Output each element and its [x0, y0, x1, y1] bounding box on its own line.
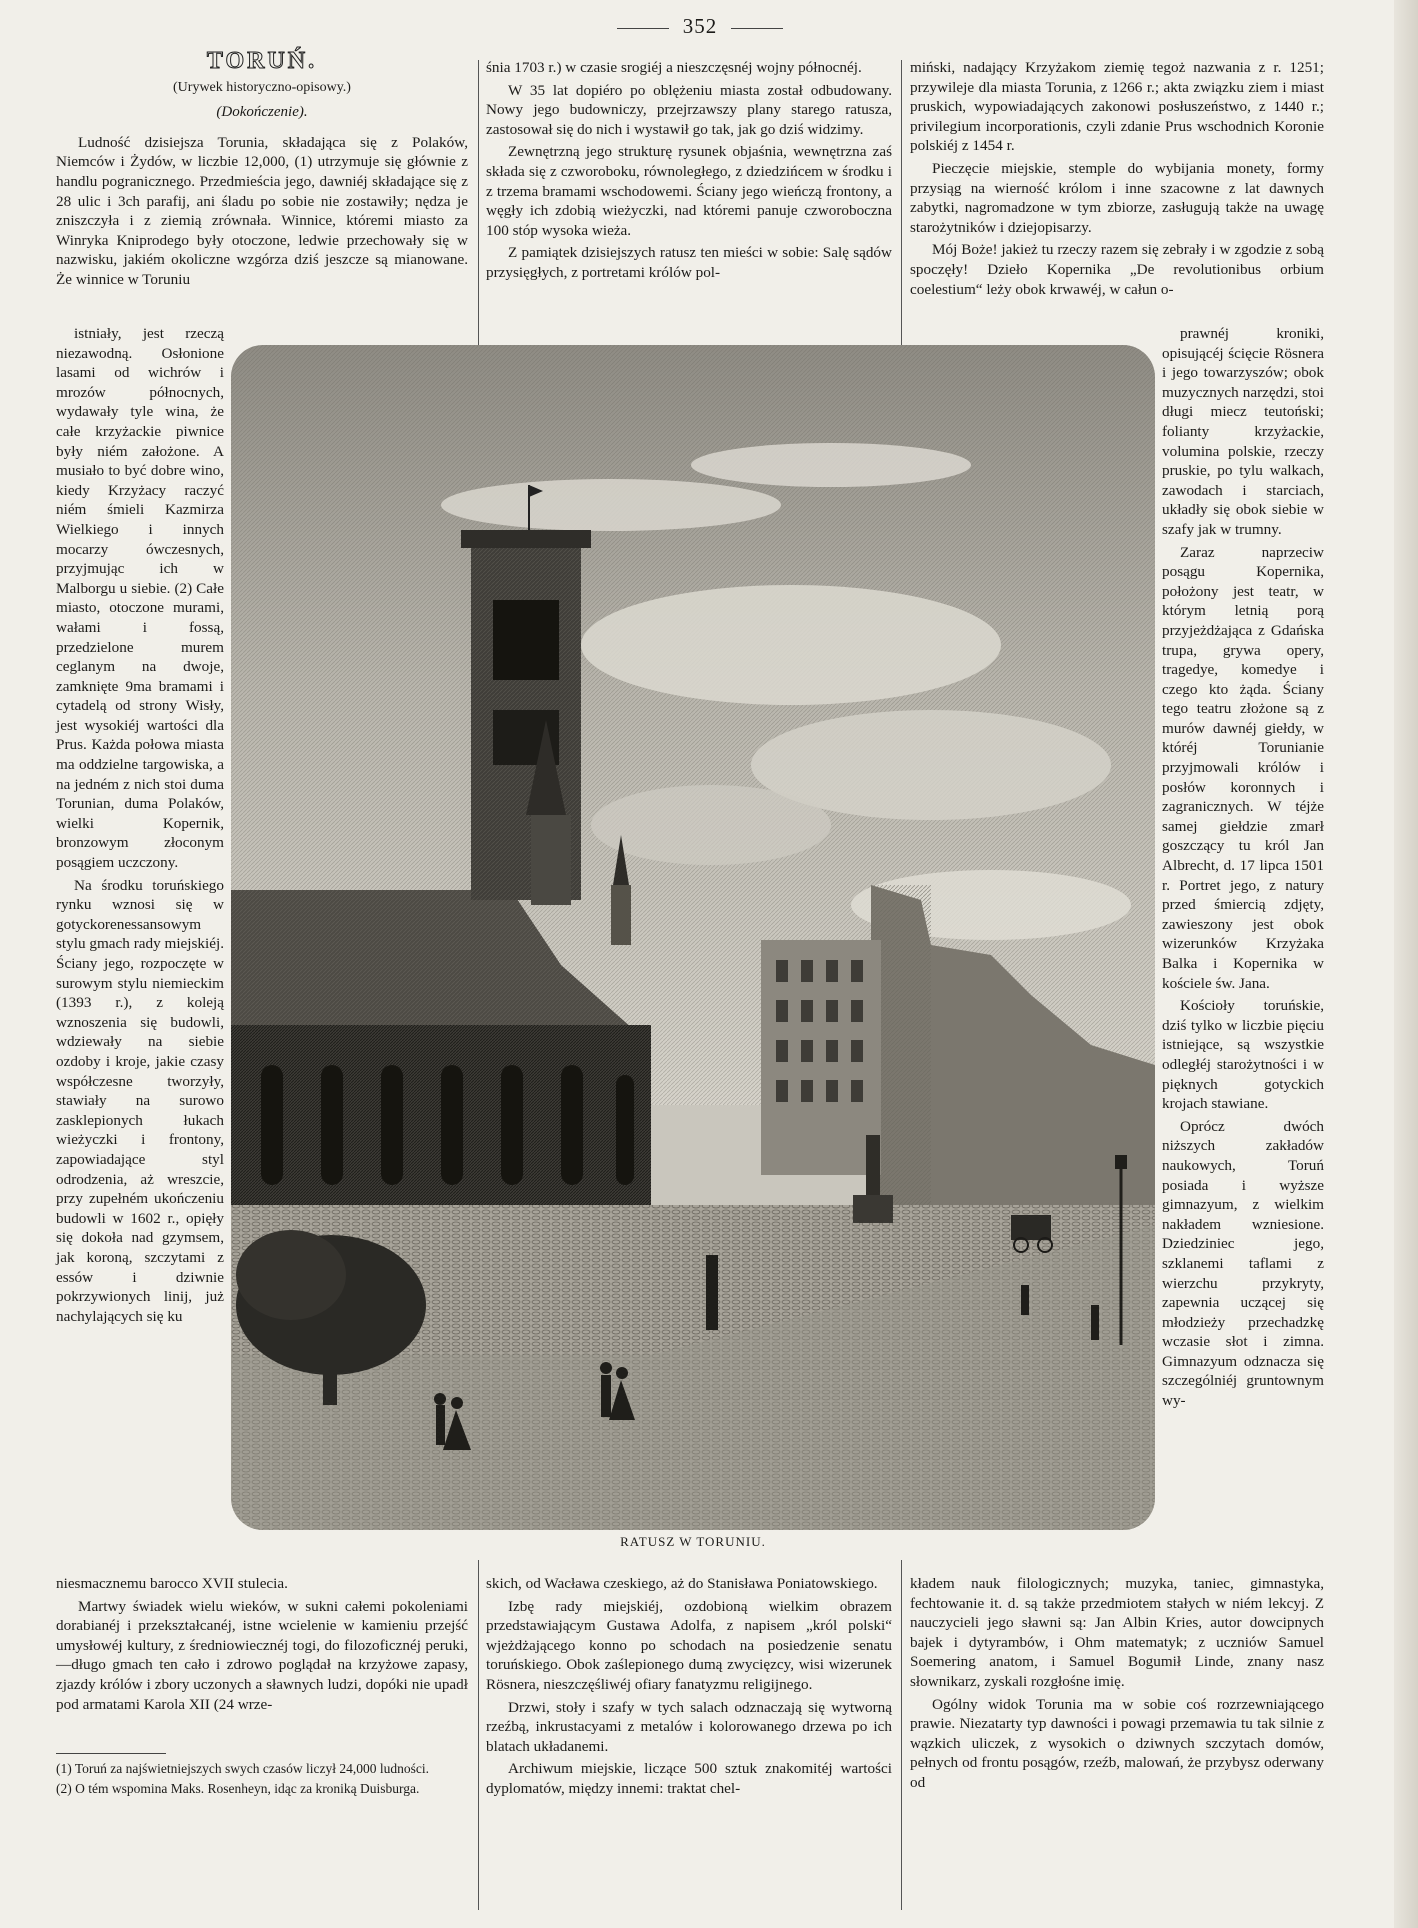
column-2-top	[486, 58, 892, 286]
paragraph: Drzwi, stoły i szafy w tych salach odznaczają się wytworną rzeźbą, inkrustacyami z metalów i kolorowanego drzewa po ich blatach układanemi.	[486, 1698, 892, 1755]
cloud	[591, 785, 831, 865]
column-3-bottom	[910, 1574, 1324, 1796]
paragraph: Izbę rady miejskiéj, ozdobioną wielkim obrazem przedstawiającym Gustawa Adolfa, z napisem „król polski“ wjeżdżającego konno po schodach na posiedzenie senatu toruńskiego. Obok zaślepionego dumą zwycięzcy, wisi wizerunek Rösnera, nieszczęśliwéj ofiary fanatyzmu religijnego.	[486, 1597, 892, 1693]
column-1-bottom	[56, 1574, 468, 1717]
page-number: 352	[560, 14, 840, 39]
footnotes	[56, 1760, 476, 1800]
paragraph: Zaraz naprzeciw posągu Kopernika, położony jest teatr, w którym letnią porą przyjeżdżająca z Gdańska trupa, grywa opery, tragedye, komedye i czego kto żąda. Ściany tego teatru złożone są z murów dawnéj giełdy, w któréj Torunianie przyjmowali królów i posłów koronnych i zagranicznych. W téjże samej giełdzie zmarł goszczący tu król Jan Albrecht, d. 17 lipca 1501 r. Portret jego, z natury przed śmiercią zdjęty, zawieszony jest obok wizerunków Krzyżaka Balka i Kopernika w kościele św. Jana.	[1162, 543, 1324, 992]
article-title: TORUŃ.	[206, 48, 318, 74]
paragraph: niesmacznemu barocco XVII stulecia.	[56, 1575, 288, 1592]
column-rule-left-bottom	[478, 1560, 479, 1910]
paragraph: śnia 1703 r.) w czasie srogiéj a nieszczęsnéj wojny północnéj.	[486, 59, 862, 76]
column-3-wrap	[1162, 324, 1324, 1414]
paragraph: W 35 lat dopiéro po oblężeniu miasta został odbudowany. Nowy jego budowniczy, przejrzawszy plany starego ratusza, zastosował się do nich i wystawił go tak, jak go dziś widzimy.	[486, 81, 892, 138]
column-rule-right-bottom	[901, 1560, 902, 1910]
cloud	[691, 443, 971, 487]
engraving-drawing	[231, 345, 1155, 1530]
page-edge	[1394, 0, 1418, 1928]
paragraph: skich, od Wacława czeskiego, aż do Stanisława Poniatowskiego.	[486, 1575, 878, 1592]
paragraph: Oprócz dwóch niższych zakładów naukowych, Toruń posiada i wyższe gimnazyum, z wielkim nakładem wzniesione. Dziedziniec jego, szklanemi taflami z wierzchu przykryty, zapewnia uczącej się młodzieży przechadzkę wczasie słot i zimna. Gimnazyum odznacza się szczególniéj gruntownym wy-	[1162, 1117, 1324, 1410]
column-rule-left	[478, 60, 479, 345]
cloud	[441, 479, 781, 531]
paragraph: Ogólny widok Torunia ma w sobie coś rozrzewniającego prawie. Niezatarty typ dawności i powagi przemawia tu tak silnie z wązkich uliczek, z wysokich o dziwnych szczytach domów, pełnych od frontu posągów, rzeźb, malowań, że przybysz oderwany od	[910, 1695, 1324, 1791]
paragraph: Pieczęcie miejskie, stemple do wybijania monety, formy przysiąg na wierność królom i inne szacowne z lat dawnych zabytki, nagromadzone w tym zbiorze, zasługują także na uwagę starożytników i dziejopisarzy.	[910, 159, 1324, 236]
paragraph: Mój Boże! jakież tu rzeczy razem się zebrały i w zgodzie z sobą spoczęły! Dzieło Kopernika „De revolutionibus orbium coelestium“ leży obok krwawéj, w całun o-	[910, 241, 1324, 298]
paragraph: Z pamiątek dzisiejszych ratusz ten mieści w sobie: Salę sądów przysięgłych, z portretami królów pol-	[486, 244, 892, 281]
column-2-bottom	[486, 1574, 892, 1802]
footnote: (1) Toruń za najświetniejszych swych czasów liczył 24,000 ludności.	[56, 1761, 429, 1776]
column-rule-right	[901, 60, 902, 345]
illustration-caption: RATUSZ W TORUNIU.	[620, 1534, 766, 1549]
paragraph: Kościoły toruńskie, dziś tylko w liczbie pięciu istniejące, są wszystkie odległéj starożytności i w pięknych gotyckich krojach stawiane.	[1162, 997, 1324, 1113]
article-subtitle: (Urywek historyczno-opisowy.)	[173, 79, 351, 95]
paragraph: miński, nadający Krzyżakom ziemię tegoż nazwania z r. 1251; przywileje dla miasta Torunia, z 1266 r.; akta związku ziem i miast pruskich, wypowiadających zakonowi posłuszeństwo, z 1440 r.; privilegium incorporationis, czyli zdanie Prus wschodnich Koronie polskiéj z 1454 r.	[910, 59, 1324, 155]
footnote-rule	[56, 1753, 166, 1754]
carriage	[1011, 1215, 1051, 1240]
paragraph: Na środku toruńskiego rynku wznosi się w gotyckorenessansowym stylu gmach rady miejskiéj. Ściany jego, rozpoczęte w surowym stylu niemieckim (1393 r.), z koleją wznoszenia się budowli, wdziewały na siebie ozdoby i kroje, jakie czasy współczesne tworzyły, stawiały na surowo zasklepionych łukach wieżyczki i frontony, zapowiadające styl odrodzenia, aż wreszcie, przy zupełném ukończeniu budowli w 1602 r., opięły się dokoła nad gzymsem, jak koroną, szczytami z essów i dziwnie pokrzywionych linij, już nachylających się ku	[56, 876, 224, 1325]
footnote: (2) O tém wspomina Maks. Rosenheyn, idąc za kroniką Duisburga.	[56, 1781, 420, 1796]
copernicus-statue	[866, 1135, 880, 1195]
paragraph: Ludność dzisiejsza Torunia, składająca się z Polaków, Niemców i Żydów, w liczbie 12,000, (1) utrzymuje się głównie z handlu pogranicznego. Przedmieścia jego, dawniéj składające się z 28 ulic i 3ch parafij, ani śladu po sobie nie zostawiły; nędza je zniszczyła i z ziemią zrównała. Winnice, któremi miasto za Winryka Kniprodego były otoczone, ledwie przechowały się w nazwisku, jakiém okoliczne wzgórza dziś jeszcze są mianowane. Że winnice w Toruniu	[56, 133, 468, 288]
paragraph: Archiwum miejskie, liczące 500 sztuk znakomitéj wartości dyplomatów, między innemi: traktat chel-	[486, 1760, 892, 1797]
article-continuation: (Dokończenie).	[216, 104, 308, 121]
paragraph: prawnéj kroniki, opisującéj ścięcie Rösnera i jego towarzyszów; obok muzycznych narzędzi, stoi długi miecz teutoński; folianty krzyżackie, volumina polskie, rzeczy pruskie, po tylu walkach, zawodach i starciach, układły się obok siebie w szafy jak w trumny.	[1162, 325, 1324, 538]
paragraph: istniały, jest rzeczą niezawodną. Osłonione lasami od wichrów i mrozów północnych, wydawały tyle wina, że całe krzyżackie piwnice były niém założone. A musiało to być dobre wino, kiedy Krzyżacy raczyć niém śmieli Kazmirza Wielkiego i innych mocarzy ówczesnych, przyjmując ich w Malborgu u siebie. (2) Całe miasto, otoczone murami, wałami i fossą, przedzielone murem ceglanym na dwoje, zamknięte 9ma bramami i cytadelą od strony Wisły, jest wysokiéj wartości dla Prus. Każda połowa miasta ma oddzielne targowiska, a na jedném z nich stoi duma Torunian, duma Polaków, wielki Kopernik, bronzowym złoconym posągiem uczczony.	[56, 325, 224, 872]
paragraph: Zewnętrzną jego strukturę rysunek objaśnia, wewnętrzna zaś składa się z czworoboku, równoległego, z dziedzińcem w środku i z trzema bramami wschodowemi. Ściany jego wieńczą frontony, a węgły ich zdobią wieżyczki, nad któremi panuje czworoboczna 100 stóp wysoka wieża.	[486, 143, 892, 239]
column-3-top	[910, 58, 1324, 302]
paragraph: Martwy świadek wielu wieków, w sukni całemi pokoleniami dorabianéj i przekształcanéj, istne wcielenie w kamieniu przejść umysłowéj kultury, z średniowiecznéj togi, do filozoficznéj peruki,—długo gmach ten cało i zdrowo poglądał na krzyżowe zapasy, zjazdy królów i zbory uczonych a sławnych ludzi, dopóki nie upadł pod armatami Karola XII (24 wrze-	[56, 1597, 468, 1713]
paragraph: kładem nauk filologicznych; muzyka, taniec, gimnastyka, fechtowanie it. d. są także przedmiotem stałych w niém lekcyj. Z nauczycieli jego sławni są: Jan Albin Kries, autor dowcipnych bajek i dytyrambów, i Ohm matematyk; z uczniów Samuel Soemering anatom, i Samuel Bogumił Linde, znany nasz słownikarz, zyskali rozgłośne imię.	[910, 1575, 1324, 1690]
column-1-wrap	[56, 324, 224, 1329]
cloud	[581, 585, 1001, 705]
column-1-top	[56, 48, 468, 293]
town-hall-engraving	[231, 345, 1155, 1530]
